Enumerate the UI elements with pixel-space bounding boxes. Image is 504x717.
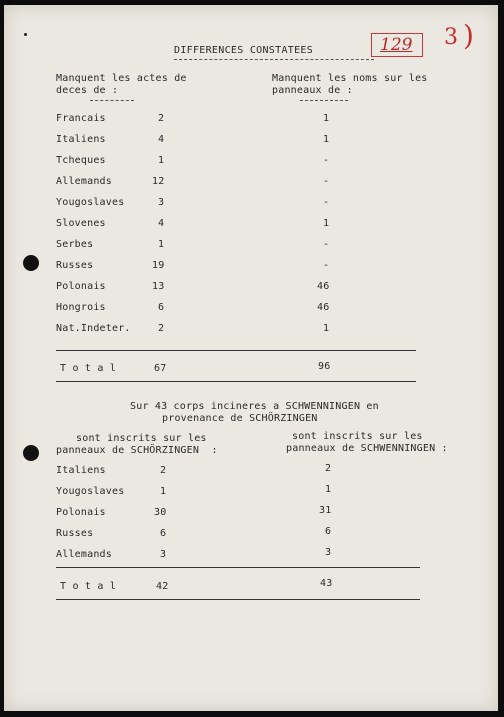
- s2-left-heading-line1: sont inscrits sur les: [76, 433, 207, 444]
- s1-row-actes: 19: [152, 260, 165, 271]
- s2-row-nation: Yougoslaves: [56, 486, 125, 497]
- s1-row-panneaux: -: [323, 260, 330, 271]
- s1-row-actes: 12: [152, 176, 165, 187]
- s2-row-schorzingen: 30: [154, 507, 167, 518]
- s1-row-actes: 2: [158, 323, 165, 334]
- s2-row-schorzingen: 2: [160, 465, 167, 476]
- s1-row-panneaux: 46: [317, 281, 330, 292]
- s1-right-heading-underline: [300, 100, 348, 101]
- s1-row-panneaux: -: [323, 197, 330, 208]
- s2-intro-line1: Sur 43 corps incineres a SCHWENNINGEN en: [130, 401, 379, 412]
- s1-row-nation: Russes: [56, 260, 94, 271]
- s1-row-nation: Francais: [56, 113, 106, 124]
- page-number-bracket: ): [463, 19, 474, 52]
- folio-number: 129: [380, 35, 413, 55]
- s1-row-actes: 3: [158, 197, 165, 208]
- s2-total-schwenningen: 43: [320, 578, 333, 589]
- s1-row-nation: Nat.Indeter.: [56, 323, 131, 334]
- s2-row-nation: Allemands: [56, 549, 112, 560]
- s1-total-panneaux: 96: [318, 361, 331, 372]
- s1-row-nation: Polonais: [56, 281, 106, 292]
- s1-total-rule-bottom: [56, 381, 416, 382]
- s1-row-panneaux: 1: [323, 218, 330, 229]
- s2-row-schwenningen: 6: [325, 526, 332, 537]
- s1-row-panneaux: 1: [323, 113, 330, 124]
- s1-row-panneaux: 46: [317, 302, 330, 313]
- s2-row-schwenningen: 2: [325, 463, 332, 474]
- s1-row-nation: Slovenes: [56, 218, 106, 229]
- s1-row-nation: Italiens: [56, 134, 106, 145]
- s1-row-panneaux: 1: [323, 323, 330, 334]
- s1-left-heading-underline: [90, 100, 134, 101]
- page-title: DIFFERENCES CONSTATEES: [174, 45, 314, 56]
- s2-row-schwenningen: 31: [319, 505, 332, 516]
- s1-row-actes: 1: [158, 155, 165, 166]
- s1-row-panneaux: -: [323, 155, 330, 166]
- s1-total-label: T o t a l: [60, 363, 116, 374]
- ink-spot: [24, 33, 27, 36]
- s1-row-nation: Hongrois: [56, 302, 106, 313]
- s2-row-schorzingen: 6: [160, 528, 167, 539]
- punch-hole-bottom: [23, 445, 39, 461]
- s2-total-rule-top: [56, 567, 420, 568]
- s1-row-actes: 2: [158, 113, 165, 124]
- s1-row-panneaux: 1: [323, 134, 330, 145]
- document-page: [4, 5, 498, 711]
- s2-right-heading-line1: sont inscrits sur les: [292, 431, 423, 442]
- s2-intro-line2: provenance de SCHÖRZINGEN: [162, 413, 318, 424]
- title-underline: [174, 59, 374, 60]
- s1-row-actes: 4: [158, 218, 165, 229]
- s2-row-schorzingen: 1: [160, 486, 167, 497]
- s1-row-actes: 1: [158, 239, 165, 250]
- s2-row-schwenningen: 1: [325, 484, 332, 495]
- s2-total-label: T o t a l: [60, 581, 116, 592]
- s1-row-panneaux: -: [323, 176, 330, 187]
- s1-left-heading-line2: deces de :: [56, 85, 119, 96]
- s2-total-schorzingen: 42: [156, 581, 169, 592]
- s1-right-heading-line2: panneaux de :: [272, 85, 353, 96]
- s2-row-nation: Italiens: [56, 465, 106, 476]
- s1-row-actes: 13: [152, 281, 165, 292]
- s1-row-nation: Tcheques: [56, 155, 106, 166]
- punch-hole-top: [23, 255, 39, 271]
- s1-row-actes: 4: [158, 134, 165, 145]
- s2-total-rule-bottom: [56, 599, 420, 600]
- s1-total-rule-top: [56, 350, 416, 351]
- s1-row-panneaux: -: [323, 239, 330, 250]
- s1-row-nation: Allemands: [56, 176, 112, 187]
- s2-row-schorzingen: 3: [160, 549, 167, 560]
- s1-right-heading-line1: Manquent les noms sur les: [272, 73, 428, 84]
- s2-left-heading-line2: panneaux de SCHÖRZINGEN :: [56, 445, 218, 456]
- s1-total-actes: 67: [154, 363, 167, 374]
- s1-left-heading-line1: Manquent les actes de: [56, 73, 187, 84]
- s2-row-nation: Russes: [56, 528, 94, 539]
- s1-row-actes: 6: [158, 302, 165, 313]
- s1-row-nation: Yougoslaves: [56, 197, 125, 208]
- s2-row-schwenningen: 3: [325, 547, 332, 558]
- s2-right-heading-line2: panneaux de SCHWENNINGEN :: [286, 443, 448, 454]
- s2-row-nation: Polonais: [56, 507, 106, 518]
- page-number: 3: [444, 25, 458, 50]
- s1-row-nation: Serbes: [56, 239, 94, 250]
